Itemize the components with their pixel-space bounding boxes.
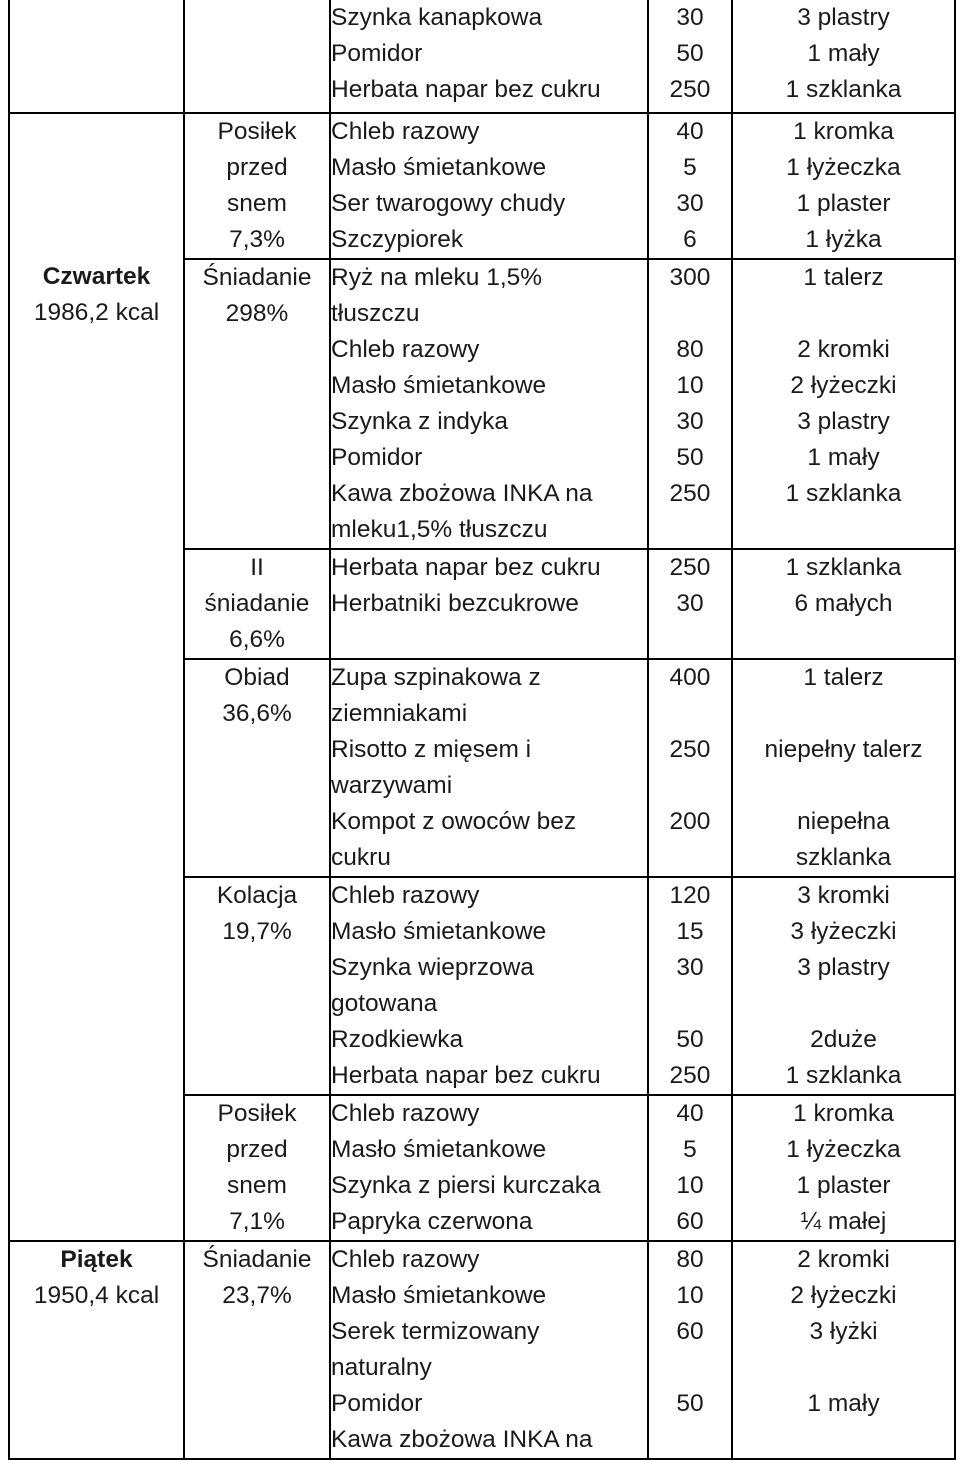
food-item: Szynka kanapkowa	[331, 4, 543, 31]
gram-list: 80 10 60 50	[648, 1241, 732, 1459]
table-row	[9, 0, 955, 113]
gram-value: 250	[669, 76, 711, 103]
meal-cell-empty	[184, 0, 330, 113]
meal-name: Posiłek przed snem 7,3%	[184, 113, 330, 259]
gram-list: 400 250 200	[648, 659, 732, 877]
gram-list: 40 5 30 6	[648, 113, 732, 259]
day-kcal: 1986,2 kcal	[33, 299, 160, 326]
food-list: Chleb razowy Masło śmietankowe Szynka z piersi kurczaka Papryka czerwona	[330, 1095, 648, 1241]
food-list: Ryż na mleku 1,5% tłuszczu Chleb razowy Masło śmietankowe Szynka z indyka Pomidor Kawa zbożowa INKA na mleku1,5% tłuszczu	[330, 259, 648, 549]
meal-name: Kolacja 19,7%	[184, 877, 330, 1095]
portion-list: 2 kromki 2 łyżeczki 3 łyżki 1 mały	[732, 1241, 955, 1459]
gram-list	[648, 0, 732, 113]
day-name: Czwartek	[42, 263, 151, 290]
table-row	[9, 113, 955, 259]
food-list: Chleb razowy Masło śmietankowe Ser twarogowy chudy Szczypiorek	[330, 113, 648, 259]
food-list: Chleb razowy Masło śmietankowe Serek termizowany naturalny Pomidor Kawa zbożowa INKA na	[330, 1241, 648, 1459]
day-friday	[9, 1241, 184, 1459]
portion-value: 1 mały	[807, 40, 880, 67]
day-cell-empty	[9, 0, 184, 113]
portion-list: 1 kromka 1 łyżeczka 1 plaster 1 łyżka	[732, 113, 955, 259]
table-row	[9, 259, 955, 549]
portion-list	[732, 0, 955, 113]
gram-list: 300 80 10 30 50 250	[648, 259, 732, 549]
day-cell-empty	[9, 113, 184, 259]
portion-list: 1 kromka 1 łyżeczka 1 plaster ¼ małej	[732, 1095, 955, 1241]
food-list: Zupa szpinakowa z ziemniakami Risotto z mięsem i warzywami Kompot z owoców bez cukru	[330, 659, 648, 877]
food-item: Pomidor	[331, 40, 423, 67]
portion-value: 3 plastry	[797, 4, 890, 31]
gram-list: 250 30	[648, 549, 732, 659]
meal-plan-table	[8, 0, 956, 1460]
portion-list: 1 szklanka 6 małych	[732, 549, 955, 659]
portion-list: 1 talerz 2 kromki 2 łyżeczki 3 plastry 1 mały 1 szklanka	[732, 259, 955, 549]
gram-value: 50	[676, 40, 704, 67]
gram-value: 30	[676, 4, 704, 31]
day-name: Piątek	[60, 1246, 133, 1273]
portion-list: 1 talerz niepełny talerz niepełna szklanka	[732, 659, 955, 877]
day-kcal: 1950,4 kcal	[33, 1282, 160, 1309]
gram-list: 40 5 10 60	[648, 1095, 732, 1241]
gram-list: 120 15 30 50 250	[648, 877, 732, 1095]
portion-list: 3 kromki 3 łyżeczki 3 plastry 2duże 1 szklanka	[732, 877, 955, 1095]
food-list: Herbata napar bez cukru Herbatniki bezcukrowe	[330, 549, 648, 659]
meal-name: Obiad 36,6%	[184, 659, 330, 877]
table-row	[9, 1241, 955, 1459]
portion-value: 1 szklanka	[785, 76, 902, 103]
food-list	[330, 0, 648, 113]
meal-name: Posiłek przed snem 7,1%	[184, 1095, 330, 1241]
meal-name: Śniadanie 23,7%	[184, 1241, 330, 1459]
day-thursday	[9, 259, 184, 1241]
food-list: Chleb razowy Masło śmietankowe Szynka wieprzowa gotowana Rzodkiewka Herbata napar bez cukru	[330, 877, 648, 1095]
meal-name: Śniadanie 298%	[184, 259, 330, 549]
food-item: Herbata napar bez cukru	[331, 76, 601, 103]
meal-name: II śniadanie 6,6%	[184, 549, 330, 659]
